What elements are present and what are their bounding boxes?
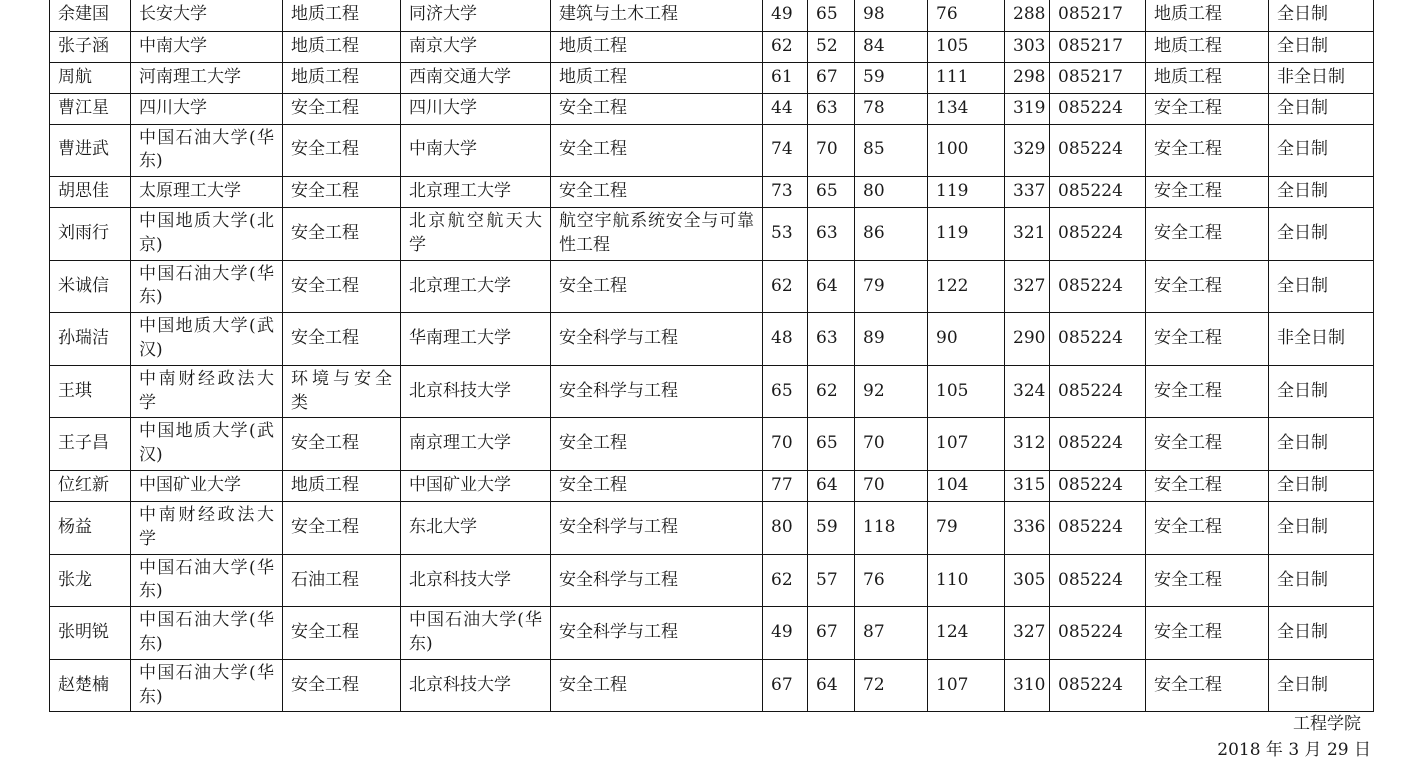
table-cell: 安全工程 xyxy=(1146,554,1269,607)
table-cell: 全日制 xyxy=(1269,471,1374,502)
table-cell: 同济大学 xyxy=(401,0,551,31)
table-cell: 安全科学与工程 xyxy=(551,554,763,607)
table-cell: 61 xyxy=(763,62,808,93)
table-cell: 79 xyxy=(928,502,1005,555)
table-row xyxy=(50,31,1374,62)
table-cell: 85 xyxy=(855,124,928,177)
table-cell: 非全日制 xyxy=(1269,313,1374,366)
table-cell: 92 xyxy=(855,365,928,418)
table-cell: 49 xyxy=(763,0,808,31)
table-cell: 80 xyxy=(855,177,928,208)
table-cell: 65 xyxy=(763,365,808,418)
table-cell: 中国石油大学(华东) xyxy=(131,659,283,712)
table-cell: 085224 xyxy=(1050,313,1146,366)
table-cell: 余建国 xyxy=(50,0,131,31)
table-cell: 中国矿业大学 xyxy=(401,471,551,502)
table-cell: 107 xyxy=(928,659,1005,712)
table-row xyxy=(50,607,1374,660)
table-cell: 87 xyxy=(855,607,928,660)
admission-roster-table xyxy=(49,0,1374,712)
table-cell: 安全工程 xyxy=(1146,502,1269,555)
table-cell: 中国石油大学(华东) xyxy=(131,124,283,177)
table-cell: 57 xyxy=(808,554,855,607)
table-cell: 67 xyxy=(763,659,808,712)
table-cell: 65 xyxy=(808,0,855,31)
table-cell: 安全工程 xyxy=(283,124,401,177)
table-cell: 085224 xyxy=(1050,177,1146,208)
table-cell: 67 xyxy=(808,62,855,93)
table-row xyxy=(50,124,1374,177)
table-cell: 地质工程 xyxy=(551,31,763,62)
table-cell: 地质工程 xyxy=(283,62,401,93)
table-cell: 安全工程 xyxy=(283,208,401,261)
table-cell: 80 xyxy=(763,502,808,555)
table-cell: 74 xyxy=(763,124,808,177)
table-cell: 305 xyxy=(1005,554,1050,607)
table-cell: 安全工程 xyxy=(551,471,763,502)
table-cell: 安全工程 xyxy=(1146,659,1269,712)
table-cell: 085224 xyxy=(1050,554,1146,607)
table-cell: 76 xyxy=(855,554,928,607)
table-cell: 全日制 xyxy=(1269,31,1374,62)
table-cell: 119 xyxy=(928,208,1005,261)
table-cell: 安全工程 xyxy=(551,93,763,124)
table-cell: 中南财经政法大学 xyxy=(131,502,283,555)
table-cell: 南京理工大学 xyxy=(401,418,551,471)
table-cell: 118 xyxy=(855,502,928,555)
table-cell: 70 xyxy=(763,418,808,471)
table-cell: 北京科技大学 xyxy=(401,659,551,712)
table-cell: 安全工程 xyxy=(283,659,401,712)
table-cell: 085224 xyxy=(1050,93,1146,124)
table-cell: 安全科学与工程 xyxy=(551,365,763,418)
table-cell: 地质工程 xyxy=(283,0,401,31)
table-cell: 98 xyxy=(855,0,928,31)
table-row xyxy=(50,365,1374,418)
table-cell: 安全工程 xyxy=(551,659,763,712)
table-cell: 64 xyxy=(808,659,855,712)
table-cell: 华南理工大学 xyxy=(401,313,551,366)
table-cell: 中南大学 xyxy=(131,31,283,62)
table-cell: 全日制 xyxy=(1269,177,1374,208)
signature-text: 工程学院 xyxy=(1293,714,1361,734)
table-cell: 安全工程 xyxy=(283,607,401,660)
table-cell: 安全工程 xyxy=(1146,260,1269,313)
table-cell: 西南交通大学 xyxy=(401,62,551,93)
table-cell: 65 xyxy=(808,418,855,471)
table-cell: 085224 xyxy=(1050,418,1146,471)
table-cell: 全日制 xyxy=(1269,418,1374,471)
table-cell: 310 xyxy=(1005,659,1050,712)
table-cell: 地质工程 xyxy=(1146,62,1269,93)
table-cell: 67 xyxy=(808,607,855,660)
table-cell: 全日制 xyxy=(1269,554,1374,607)
table-cell: 全日制 xyxy=(1269,124,1374,177)
table-cell: 王琪 xyxy=(50,365,131,418)
table-cell: 孙瑞洁 xyxy=(50,313,131,366)
table-cell: 张明锐 xyxy=(50,607,131,660)
table-cell: 70 xyxy=(855,471,928,502)
table-row xyxy=(50,208,1374,261)
table-row xyxy=(50,260,1374,313)
table-cell: 四川大学 xyxy=(401,93,551,124)
table-cell: 长安大学 xyxy=(131,0,283,31)
table-cell: 327 xyxy=(1005,607,1050,660)
table-cell: 312 xyxy=(1005,418,1050,471)
table-cell: 北京理工大学 xyxy=(401,260,551,313)
table-cell: 环境与安全类 xyxy=(283,365,401,418)
table-cell: 安全工程 xyxy=(551,418,763,471)
table-cell: 303 xyxy=(1005,31,1050,62)
table-body xyxy=(50,0,1374,712)
table-cell: 59 xyxy=(808,502,855,555)
table-cell: 105 xyxy=(928,31,1005,62)
table-cell: 90 xyxy=(928,313,1005,366)
table-cell: 建筑与土木工程 xyxy=(551,0,763,31)
table-cell: 085224 xyxy=(1050,659,1146,712)
table-cell: 非全日制 xyxy=(1269,62,1374,93)
table-cell: 全日制 xyxy=(1269,260,1374,313)
table-cell: 中国石油大学(华东) xyxy=(131,607,283,660)
table-cell: 122 xyxy=(928,260,1005,313)
table-cell: 105 xyxy=(928,365,1005,418)
date-text: 2018 年 3 月 29 日 xyxy=(1217,739,1371,760)
table-cell: 100 xyxy=(928,124,1005,177)
table-cell: 全日制 xyxy=(1269,502,1374,555)
table-cell: 53 xyxy=(763,208,808,261)
table-cell: 北京科技大学 xyxy=(401,554,551,607)
table-cell: 中国石油大学(华东) xyxy=(131,260,283,313)
document-footer xyxy=(1217,712,1371,763)
table-cell: 曹江星 xyxy=(50,93,131,124)
table-cell: 安全工程 xyxy=(1146,208,1269,261)
table-row xyxy=(50,313,1374,366)
table-cell: 北京理工大学 xyxy=(401,177,551,208)
table-cell: 石油工程 xyxy=(283,554,401,607)
table-cell: 安全工程 xyxy=(1146,471,1269,502)
table-cell: 安全工程 xyxy=(283,93,401,124)
table-cell: 安全科学与工程 xyxy=(551,607,763,660)
table-cell: 49 xyxy=(763,607,808,660)
table-cell: 085224 xyxy=(1050,260,1146,313)
table-cell: 134 xyxy=(928,93,1005,124)
table-cell: 周航 xyxy=(50,62,131,93)
table-cell: 62 xyxy=(763,260,808,313)
table-cell: 全日制 xyxy=(1269,659,1374,712)
table-cell: 64 xyxy=(808,260,855,313)
table-cell: 79 xyxy=(855,260,928,313)
table-cell: 地质工程 xyxy=(1146,31,1269,62)
table-cell: 107 xyxy=(928,418,1005,471)
table-cell: 地质工程 xyxy=(551,62,763,93)
table-cell: 张龙 xyxy=(50,554,131,607)
table-cell: 中南大学 xyxy=(401,124,551,177)
table-row xyxy=(50,177,1374,208)
table-cell: 321 xyxy=(1005,208,1050,261)
table-cell: 085224 xyxy=(1050,607,1146,660)
table-cell: 安全科学与工程 xyxy=(551,313,763,366)
table-cell: 52 xyxy=(808,31,855,62)
table-cell: 76 xyxy=(928,0,1005,31)
table-cell: 安全工程 xyxy=(283,418,401,471)
table-cell: 337 xyxy=(1005,177,1050,208)
table-cell: 安全工程 xyxy=(551,260,763,313)
table-cell: 位红新 xyxy=(50,471,131,502)
table-cell: 62 xyxy=(763,554,808,607)
table-cell: 44 xyxy=(763,93,808,124)
table-cell: 刘雨行 xyxy=(50,208,131,261)
table-cell: 王子昌 xyxy=(50,418,131,471)
table-cell: 63 xyxy=(808,313,855,366)
table-cell: 地质工程 xyxy=(283,31,401,62)
table-cell: 航空宇航系统安全与可靠性工程 xyxy=(551,208,763,261)
table-cell: 中国地质大学(武汉) xyxy=(131,418,283,471)
table-cell: 北京科技大学 xyxy=(401,365,551,418)
table-cell: 中国石油大学(华东) xyxy=(401,607,551,660)
table-cell: 安全工程 xyxy=(283,502,401,555)
table-row xyxy=(50,93,1374,124)
table-cell: 全日制 xyxy=(1269,93,1374,124)
table-cell: 中国矿业大学 xyxy=(131,471,283,502)
table-cell: 安全工程 xyxy=(1146,418,1269,471)
table-cell: 中国地质大学(武汉) xyxy=(131,313,283,366)
table-cell: 63 xyxy=(808,93,855,124)
table-cell: 62 xyxy=(808,365,855,418)
table-cell: 324 xyxy=(1005,365,1050,418)
table-cell: 298 xyxy=(1005,62,1050,93)
table-cell: 124 xyxy=(928,607,1005,660)
table-cell: 全日制 xyxy=(1269,208,1374,261)
table-row xyxy=(50,659,1374,712)
table-cell: 安全工程 xyxy=(1146,177,1269,208)
table-cell: 89 xyxy=(855,313,928,366)
table-cell: 111 xyxy=(928,62,1005,93)
table-cell: 四川大学 xyxy=(131,93,283,124)
table-cell: 中国地质大学(北京) xyxy=(131,208,283,261)
table-cell: 327 xyxy=(1005,260,1050,313)
table-cell: 84 xyxy=(855,31,928,62)
table-cell: 东北大学 xyxy=(401,502,551,555)
table-cell: 地质工程 xyxy=(1146,0,1269,31)
table-cell: 62 xyxy=(763,31,808,62)
table-cell: 北京航空航天大学 xyxy=(401,208,551,261)
table-cell: 安全工程 xyxy=(283,260,401,313)
table-cell: 全日制 xyxy=(1269,0,1374,31)
table-cell: 336 xyxy=(1005,502,1050,555)
table-cell: 59 xyxy=(855,62,928,93)
table-cell: 安全工程 xyxy=(1146,607,1269,660)
table-cell: 085217 xyxy=(1050,62,1146,93)
table-cell: 085217 xyxy=(1050,0,1146,31)
table-cell: 安全工程 xyxy=(1146,365,1269,418)
table-cell: 085217 xyxy=(1050,31,1146,62)
table-cell: 安全工程 xyxy=(283,177,401,208)
table-row xyxy=(50,418,1374,471)
table-cell: 085224 xyxy=(1050,471,1146,502)
table-cell: 65 xyxy=(808,177,855,208)
table-cell: 288 xyxy=(1005,0,1050,31)
table-row xyxy=(50,554,1374,607)
table-cell: 73 xyxy=(763,177,808,208)
table-cell: 张子涵 xyxy=(50,31,131,62)
table-cell: 085224 xyxy=(1050,365,1146,418)
table-cell: 085224 xyxy=(1050,124,1146,177)
table-cell: 曹进武 xyxy=(50,124,131,177)
table-cell: 南京大学 xyxy=(401,31,551,62)
table-cell: 70 xyxy=(855,418,928,471)
table-cell: 安全工程 xyxy=(551,177,763,208)
table-cell: 太原理工大学 xyxy=(131,177,283,208)
table-row xyxy=(50,0,1374,31)
table-cell: 315 xyxy=(1005,471,1050,502)
table-cell: 地质工程 xyxy=(283,471,401,502)
table-cell: 329 xyxy=(1005,124,1050,177)
table-cell: 全日制 xyxy=(1269,607,1374,660)
table-row xyxy=(50,471,1374,502)
table-cell: 中国石油大学(华东) xyxy=(131,554,283,607)
table-row xyxy=(50,502,1374,555)
table-cell: 290 xyxy=(1005,313,1050,366)
table-cell: 63 xyxy=(808,208,855,261)
table-cell: 安全科学与工程 xyxy=(551,502,763,555)
table-cell: 安全工程 xyxy=(283,313,401,366)
table-cell: 64 xyxy=(808,471,855,502)
table-cell: 安全工程 xyxy=(551,124,763,177)
table-cell: 78 xyxy=(855,93,928,124)
table-cell: 72 xyxy=(855,659,928,712)
table-cell: 86 xyxy=(855,208,928,261)
table-row xyxy=(50,62,1374,93)
table-cell: 77 xyxy=(763,471,808,502)
table-cell: 安全工程 xyxy=(1146,124,1269,177)
table-cell: 河南理工大学 xyxy=(131,62,283,93)
table-cell: 085224 xyxy=(1050,502,1146,555)
table-cell: 中南财经政法大学 xyxy=(131,365,283,418)
table-cell: 104 xyxy=(928,471,1005,502)
table-cell: 米诚信 xyxy=(50,260,131,313)
table-cell: 70 xyxy=(808,124,855,177)
table-cell: 杨益 xyxy=(50,502,131,555)
table-cell: 安全工程 xyxy=(1146,93,1269,124)
table-cell: 119 xyxy=(928,177,1005,208)
table-cell: 全日制 xyxy=(1269,365,1374,418)
table-cell: 319 xyxy=(1005,93,1050,124)
table-cell: 胡思佳 xyxy=(50,177,131,208)
table-cell: 110 xyxy=(928,554,1005,607)
table-cell: 085224 xyxy=(1050,208,1146,261)
table-cell: 安全工程 xyxy=(1146,313,1269,366)
table-cell: 48 xyxy=(763,313,808,366)
table-cell: 赵楚楠 xyxy=(50,659,131,712)
